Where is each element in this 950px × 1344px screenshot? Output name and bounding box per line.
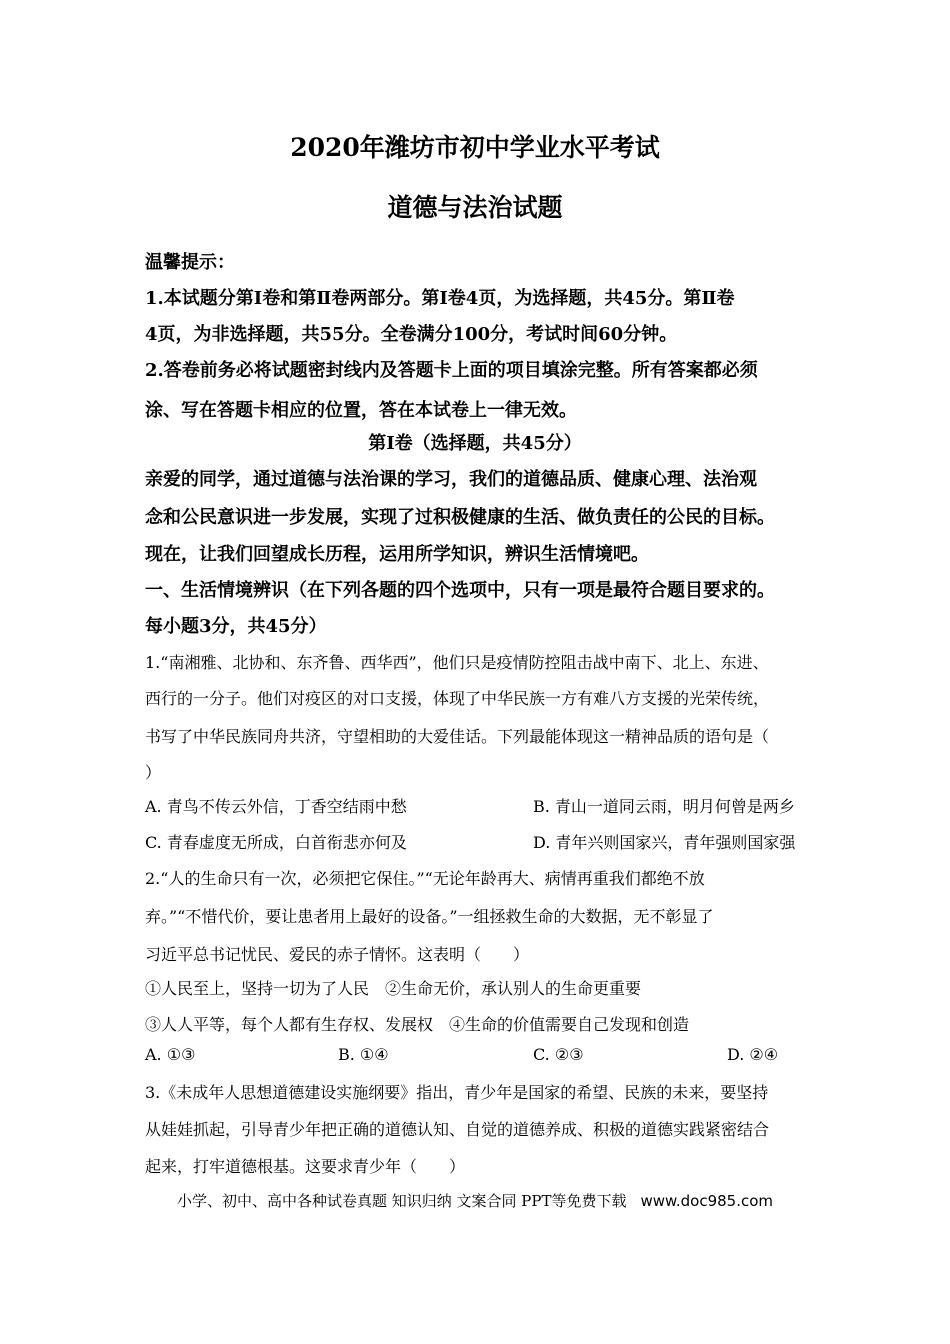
question-1-line: ） — [145, 763, 162, 782]
exam-title: 2020年潍坊市初中学业水平考试 — [290, 133, 660, 162]
question-1-option-b: B. 青山一道同云雨，明月何曾是两乡 — [533, 797, 795, 816]
question-2-option-b: B. ①④ — [338, 1045, 389, 1064]
question-3-line: 从娃娃抓起，引导青少年把正确的道德认知、自觉的道德养成、积极的道德实践紧密结合 — [145, 1120, 770, 1139]
question-2-option-c: C. ②③ — [533, 1045, 584, 1064]
footer-text: 小学、初中、高中各种试卷真题 知识归纳 文案合同 PPT等免费下载 — [176, 1192, 627, 1210]
question-2-option-d: D. ②④ — [727, 1045, 779, 1064]
question-1-option-a: A. 青鸟不传云外信，丁香空结雨中愁 — [145, 797, 407, 816]
question-2-line: 2.“人的生命只有一次，必须把它保住。”“无论年龄再大、病情再重我们都绝不放 — [145, 869, 705, 888]
intro-line: 念和公民意识进一步发展，实现了过积极健康的生活、做负责任的公民的目标。 — [145, 507, 775, 528]
notice-label: 温馨提示： — [145, 252, 235, 273]
section-heading: 第Ⅰ卷（选择题，共45分） — [368, 433, 582, 454]
question-2-option-a: A. ①③ — [145, 1045, 196, 1064]
question-1-line: 书写了中华民族同舟共济，守望相助的大爱佳话。下列最能体现这一精神品质的语句是（ — [145, 727, 770, 746]
notice-line: 4页，为非选择题，共55分。全卷满分100分，考试时间60分钟。 — [145, 324, 678, 345]
question-3-line: 3.《未成年人思想道德建设实施纲要》指出，青少年是国家的希望、民族的未来，要坚持 — [145, 1083, 769, 1102]
notice-line: 2.答卷前务必将试题密封线内及答题卡上面的项目填涂完整。所有答案都必须 — [145, 360, 758, 381]
question-2-line: 习近平总书记忧民、爱民的赤子情怀。这表明（ ） — [145, 945, 530, 964]
intro-line: 现在，让我们回望成长历程，运用所学知识，辨识生活情境吧。 — [145, 544, 649, 565]
notice-line: 涂、写在答题卡相应的位置，答在本试卷上一律无效。 — [145, 400, 577, 421]
question-2-line: ③人人平等，每个人都有生存权、发展权 ④生命的价值需要自己发现和创造 — [145, 1015, 690, 1034]
footer-url[interactable]: www.doc985.com — [640, 1192, 774, 1210]
question-1-line: 西行的一分子。他们对疫区的对口支援，体现了中华民族一方有难八方支援的光荣传统， — [145, 689, 770, 708]
question-1-line: 1.“南湘雅、北协和、东齐鲁、西华西”，他们只是疫情防控阻击战中南下、北上、东进、 — [145, 653, 769, 672]
subject-title: 道德与法治试题 — [387, 193, 563, 222]
notice-line: 1.本试题分第Ⅰ卷和第Ⅱ卷两部分。第Ⅰ卷4页，为选择题，共45分。第Ⅱ卷 — [145, 288, 735, 309]
page-footer — [0, 1190, 950, 1211]
part-heading: 每小题3分，共45分） — [145, 616, 327, 637]
question-1-option-c: C. 青春虚度无所成，白首衔悲亦何及 — [145, 833, 407, 852]
question-3-line: 起来，打牢道德根基。这要求青少年（ ） — [145, 1157, 466, 1176]
question-2-line: ①人民至上，坚持一切为了人民 ②生命无价，承认别人的生命更重要 — [145, 979, 642, 998]
question-2-line: 弃。”“不惜代价，要让患者用上最好的设备。”一组拯救生命的大数据，无不彰显了 — [145, 907, 714, 926]
part-heading: 一、生活情境辨识（在下列各题的四个选项中，只有一项是最符合题目要求的。 — [145, 580, 775, 601]
intro-line: 亲爱的同学，通过道德与法治课的学习，我们的道德品质、健康心理、法治观 — [145, 469, 757, 490]
question-1-option-d: D. 青年兴则国家兴，青年强则国家强 — [533, 833, 796, 852]
